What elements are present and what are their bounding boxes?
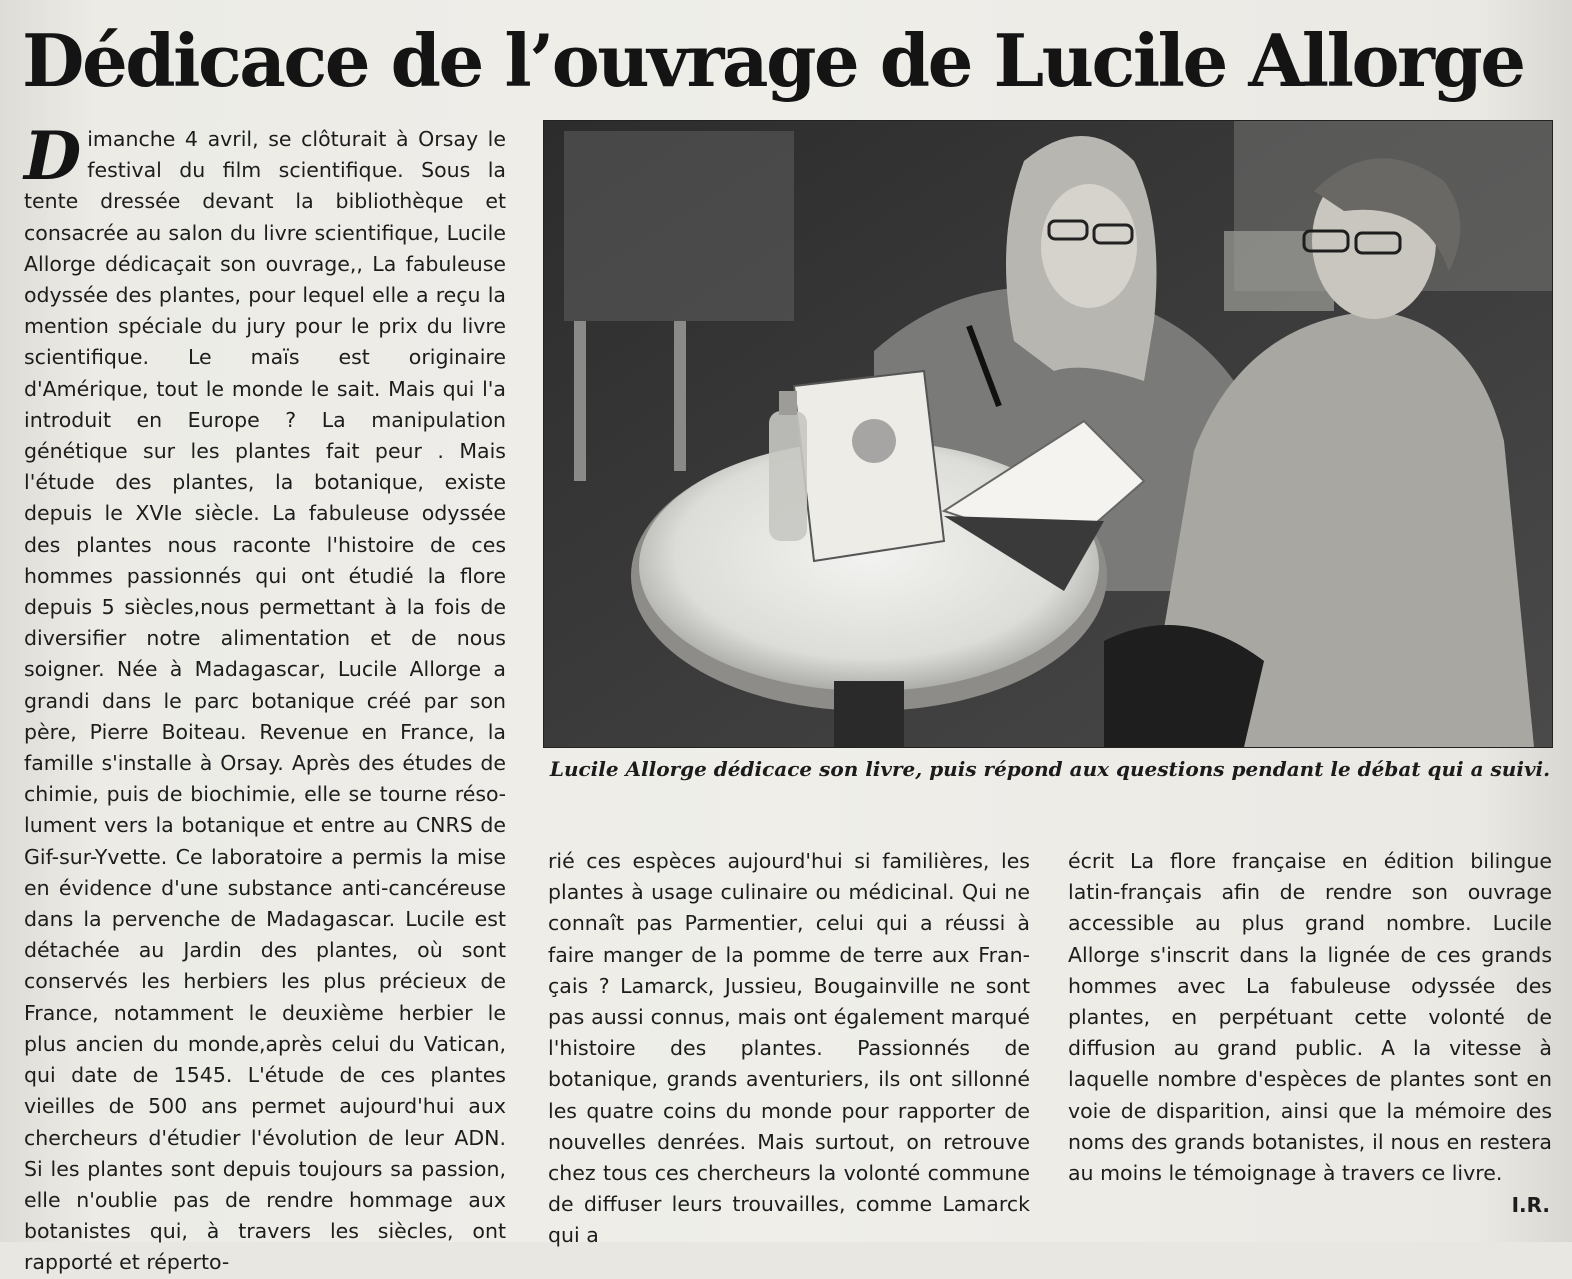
article-column-3: écrit La flore française en édition bilingue latin-français afin de rendre son ouvrage accessible au plus grand nombre. Lucile Allorge s'inscrit dans la lignée de ces grands hommes avec La fabuleuse odyssée des plantes, en perpétuant cette volonté de diffusion au grand public. A la vitesse à laquelle nombre d'espèces de plantes sont en voie de disparition, ainsi que la mémoire des noms des grands botanistes, il nous en restera au moins le témoignage à travers ce livre. bbox=[1068, 849, 1552, 1186]
article-photo bbox=[543, 120, 1553, 748]
article-headline: Dédicace de l’ouvrage de Lucile Allorge bbox=[22, 18, 1524, 103]
author-signature: I.R. bbox=[1511, 1193, 1550, 1217]
article-column-2: rié ces espèces aujourd'hui si familières, les plantes à usage culinaire ou médicinal. Qui ne connaît pas Parmentier, celui qui a réussi à faire manger de la pomme de terre aux Français ? Lamarck, Jussieu, Bougainville ne sont pas aussi connus, mais ont également marqué l'histoire des plantes. Passionnés de botanique, grands aventuriers, ils ont sillonné les quatre coins du monde pour rapporter de nouvelles denrées. Mais surtout, on retrouve chez tous ces chercheurs la volonté commune de diffuser leurs trouvailles, comme Lamarck qui a bbox=[548, 849, 1030, 1248]
drop-cap: D bbox=[24, 117, 82, 195]
photo-signing-scene bbox=[544, 121, 1552, 747]
column-1-text: imanche 4 avril, se clôturait à Orsay le festival du film scientifique. Sous la tente dressée devant la bibliothèque et consacrée au salon du livre scientifique, Lucile Allorge dédicaçait son ouvrage,, La fabuleuse odyssée des plantes, pour lequel elle a reçu la mention spéciale du jury pour le prix du livre scientifique. Le maïs est originaire d'Amérique, tout le monde le sait. Mais qui l'a introduit en Europe ? La manipulation génétique sur les plantes fait peur . Mais l'étude des plantes, la botanique, existe depuis le XVIe siècle. La fabuleuse odyssée des plantes nous raconte l'histoire de ces hommes passionnés qui ont étudié la flore depuis 5 siècles,nous permettant à la fois de diversifier notre alimentation et de nous soigner. Née à Madagascar, Lucile Allorge a grandi dans le parc botanique créé par son père, Pierre Boiteau. Revenue en France, la famille s'installe à Orsay. Après des études de chimie, puis de biochimie, elle se tourne résolument vers la botanique et entre au CNRS de Gif-sur-Yvette. Ce laboratoire a permis la mise en évidence d'une substance anti-cancéreuse dans la pervenche de Madagascar. Lucile est détachée au Jardin des plantes, où sont conservés les herbiers les plus précieux de France, notamment le deuxième herbier le plus ancien du monde,après celui du Vatican, qui date de 1545. L'étude de ces plantes vieilles de 500 ans permet aujourd'hui aux chercheurs d'étudier l'évolution de leur ADN. Si les plantes sont depuis toujours sa passion, elle n'oublie pas de rendre hommage aux botanistes qui, à travers les siècles, ont rapporté et réperto- bbox=[24, 127, 506, 1275]
photo-caption: Lucile Allorge dédicace son livre, puis répond aux questions pendant le débat qui a suivi. bbox=[549, 757, 1551, 781]
article-column-1 bbox=[24, 117, 506, 1275]
